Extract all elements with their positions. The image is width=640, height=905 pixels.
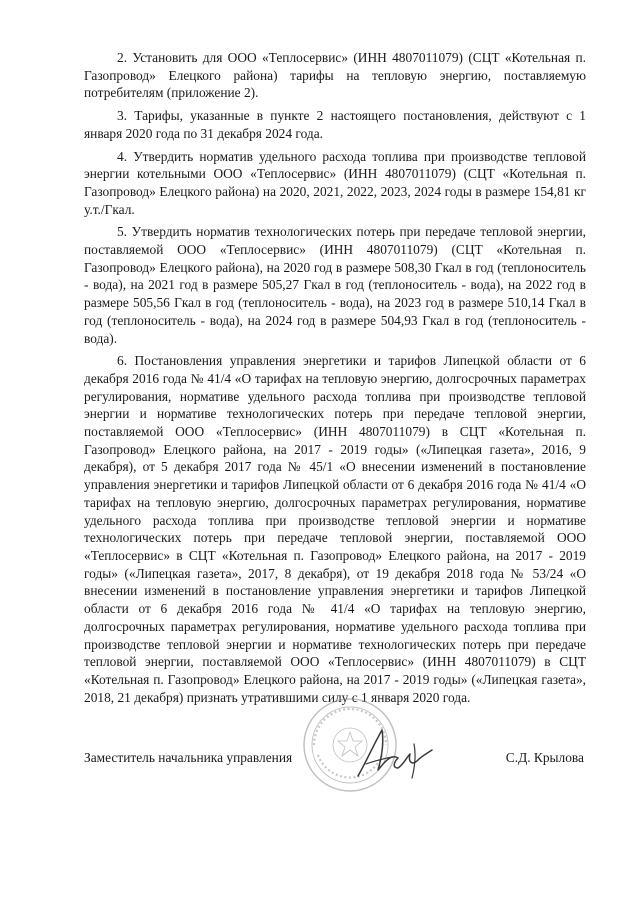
signature-block (84, 749, 586, 769)
signatory-name: С.Д. Крылова (505, 750, 584, 765)
paragraph-3: 3. Тарифы, указанные в пункте 2 настоящего постановления, действуют с 1 января 2020 года по 31 декабря 2024 года. (84, 108, 586, 141)
signatory-position: Заместитель начальника управления (84, 750, 293, 765)
paragraph-6: 6. Постановления управления энергетики и тарифов Липецкой области от 6 декабря 2016 года № 41/4 «О тарифах на тепловую энергию, долгосрочных параметрах регулирования, нормативе удельного расхода топлива при производстве тепловой энергии и нормативе технологических потерь при передаче тепловой энергии, поставляемой ООО «Теплосервис» (ИНН 4807011079) в СЦТ «Котельная п. Газопровод» Елецкого района, на 2017 - 2019 годы» («Липецкая газета», 2016, 9 декабря), от 5 декабря 2017 года № 45/1 «О внесении изменений в постановление управления энергетики и тарифов Липецкой области от 6 декабря 2016 года № 41/4 «О тарифах на тепловую энергию, долгосрочных параметрах регулирования, нормативе удельного расхода топлива при производстве тепловой энергии и нормативе технологических потерь при передаче тепловой энергии, поставляемой ООО «Теплосервис» в СЦТ «Котельная п. Газопровод» Елецкого района, на 2017 - 2019 годы» («Липецкая газета», 2017, 8 декабря), от 19 декабря 2018 года № 53/24 «О внесении изменений в постановление управления энергетики и тарифов Липецкой области от 6 декабря 2016 года № 41/4 «О тарифах на тепловую энергию, долгосрочных параметрах регулирования, нормативе удельного расхода топлива при производстве тепловой энергии и нормативе технологических потерь при передаче тепловой энергии, поставляемой ООО «Теплосервис» (ИНН 4807011079) в СЦТ «Котельная п. Газопровод» Елецкого района, на 2017 - 2019 годы» («Липецкая газета», 2018, 21 декабря) признать утратившими силу с 1 января 2020 года. (84, 353, 586, 705)
paragraph-2: 2. Установить для ООО «Теплосервис» (ИНН 4807011079) (СЦТ «Котельная п. Газопровод» Елецкого района) тарифы на тепловую энергию, поставляемую потребителям (приложение 2). (84, 50, 586, 101)
paragraph-5: 5. Утвердить норматив технологических потерь при передаче тепловой энергии, поставляемой ООО «Теплосервис» (ИНН 4807011079) (СЦТ «Котельная п. Газопровод» Елецкого района), на 2020 год в размере 508,30 Гкал в год (теплоноситель - вода), на 2021 год в размере 505,27 Гкал в год (теплоноситель - вода), на 2022 год в размере 505,56 Гкал в год (теплоноситель - вода), на 2023 год в размере 510,14 Гкал в год (теплоноситель - вода), на 2024 год в размере 504,93 Гкал в год (теплоноситель - вода). (84, 224, 586, 346)
paragraph-4: 4. Утвердить норматив удельного расхода топлива при производстве тепловой энергии котельными ООО «Теплосервис» (ИНН 4807011079) (СЦТ «Котельная п. Газопровод» Елецкого района) на 2020, 2021, 2022, 2023, 2024 годы в размере 154,81 кг у.т./Гкал. (84, 148, 586, 217)
document-body (84, 49, 586, 711)
